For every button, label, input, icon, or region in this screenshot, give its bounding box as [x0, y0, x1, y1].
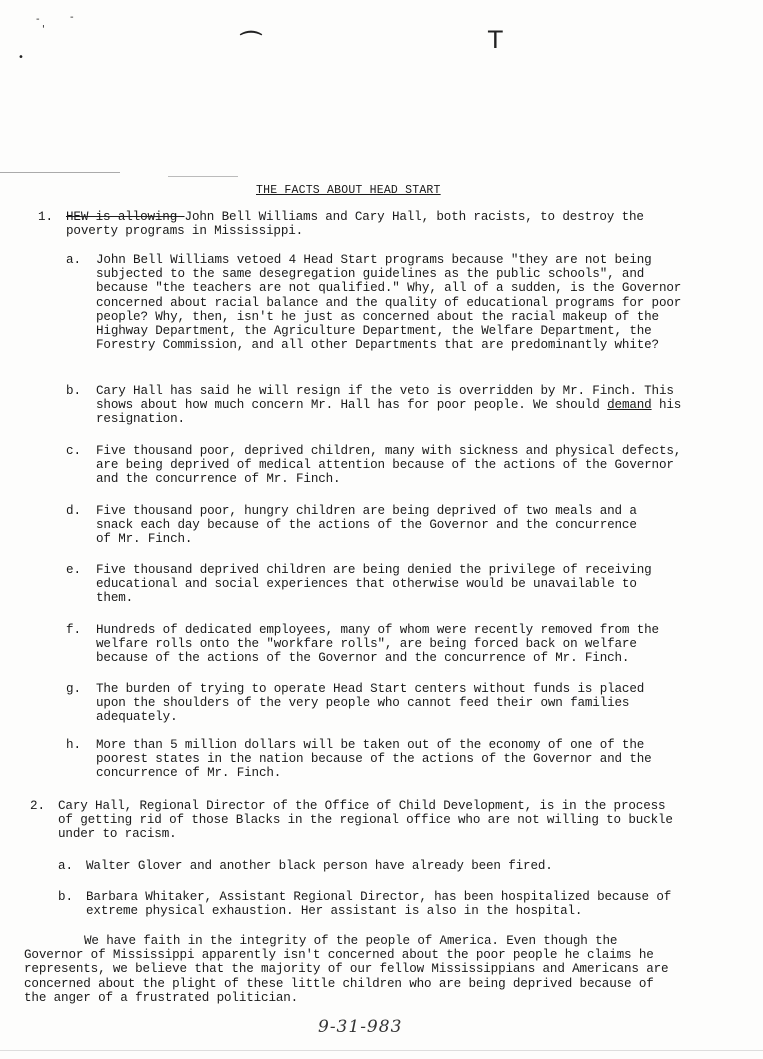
handwritten-number: 9-31-983 [318, 1017, 403, 1037]
ink-speck: - [36, 14, 40, 25]
sublist-item-text-tail: his resignation. [96, 398, 682, 427]
ink-speck: - [70, 12, 74, 23]
sublist-item: Walter Glover and another black person have already been fired. [86, 859, 553, 873]
sublist-item: Five thousand poor, deprived children, many with sickness and physical defects, are being deprived of medical attention because of the actions of the Governor and the concurrence of Mr. Finch. [96, 444, 682, 487]
list-marker: 1. [38, 210, 54, 224]
faint-rule [0, 172, 120, 173]
header-mark-left: ⌒ [240, 31, 263, 56]
sublist-item: The burden of trying to operate Head Start centers without funds is placed upon the shoulders of the very people who cannot feed their own families adequately. [96, 682, 645, 725]
sublist-item: John Bell Williams vetoed 4 Head Start programs because "they are not being subjected to the same desegregation guidelines as the public schools", and because "the teachers are not qualified." Why, all of a sudden, is the Governor concerned about racial balance and the quality of educational programs for poor people? Why, then, isn't he just as concerned about the racial makeup of the Highway Department, the Agriculture Department, the Welfare Department, the Forestry Commission, and all other Departments that are predominantly white? [96, 253, 682, 353]
closing-paragraph: We have faith in the integrity of the people of America. Even though the Governor of Mississippi apparently isn't concerned about the poor people he claims he represents, we believe that the majority of our fellow Mississippians and Americans are concerned about the plight of these little children who are being deprived because of the anger of a frustrated politician. [24, 934, 669, 1005]
sublist-item: Barbara Whitaker, Assistant Regional Director, has been hospitalized because of extreme physical exhaustion. Her assistant is also in the hospital. [86, 890, 672, 919]
ink-speck: • [18, 52, 24, 63]
sublist-item: Five thousand poor, hungry children are being deprived of two meals and a snack each day because of the actions of the Governor and the concurrence of Mr. Finch. [96, 504, 637, 547]
sublist-marker: e. [66, 563, 82, 577]
emphasis-word: demand [607, 398, 652, 413]
sublist-item: Five thousand deprived children are being denied the privilege of receiving educational and social experiences that otherwise would be unavailable to them. [96, 563, 652, 606]
sublist-marker: h. [66, 738, 82, 752]
struck-text: HEW is allowing [66, 210, 185, 224]
sublist-marker: a. [66, 253, 82, 267]
faint-rule [0, 1050, 763, 1051]
sublist-marker: d. [66, 504, 82, 518]
list-marker: 2. [30, 799, 46, 813]
sublist-item [96, 384, 688, 427]
page-title: THE FACTS ABOUT HEAD START [256, 184, 441, 197]
sublist-marker: b. [58, 890, 74, 904]
sublist-marker: b. [66, 384, 82, 398]
sublist-marker: f. [66, 623, 82, 637]
faint-rule [168, 176, 238, 177]
ink-speck: ' [42, 24, 45, 35]
header-mark-right: T [488, 26, 503, 54]
sublist-marker: a. [58, 859, 74, 873]
list-item-2: Cary Hall, Regional Director of the Office of Child Development, is in the process of getting rid of those Blacks in the regional office who are not willing to buckle under to racism. [58, 799, 673, 842]
sublist-item: Hundreds of dedicated employees, many of whom were recently removed from the welfare rolls onto the "workfare rolls", are being forced back on welfare because of the actions of the Governor and the concurrence of Mr. Finch. [96, 623, 659, 666]
sublist-item-text: Cary Hall has said he will resign if the veto is overridden by Mr. Finch. This shows about how much concern Mr. Hall has for poor people. We should [96, 384, 674, 413]
list-item-1 [66, 210, 666, 238]
sublist-item: More than 5 million dollars will be taken out of the economy of one of the poorest states in the nation because of the actions of the Governor and the concurrence of Mr. Finch. [96, 738, 652, 781]
list-item-text: John Bell Williams and Cary Hall, both racists, to destroy the poverty programs in Mississippi. [66, 210, 644, 239]
sublist-marker: c. [66, 444, 82, 458]
sublist-marker: g. [66, 682, 82, 696]
